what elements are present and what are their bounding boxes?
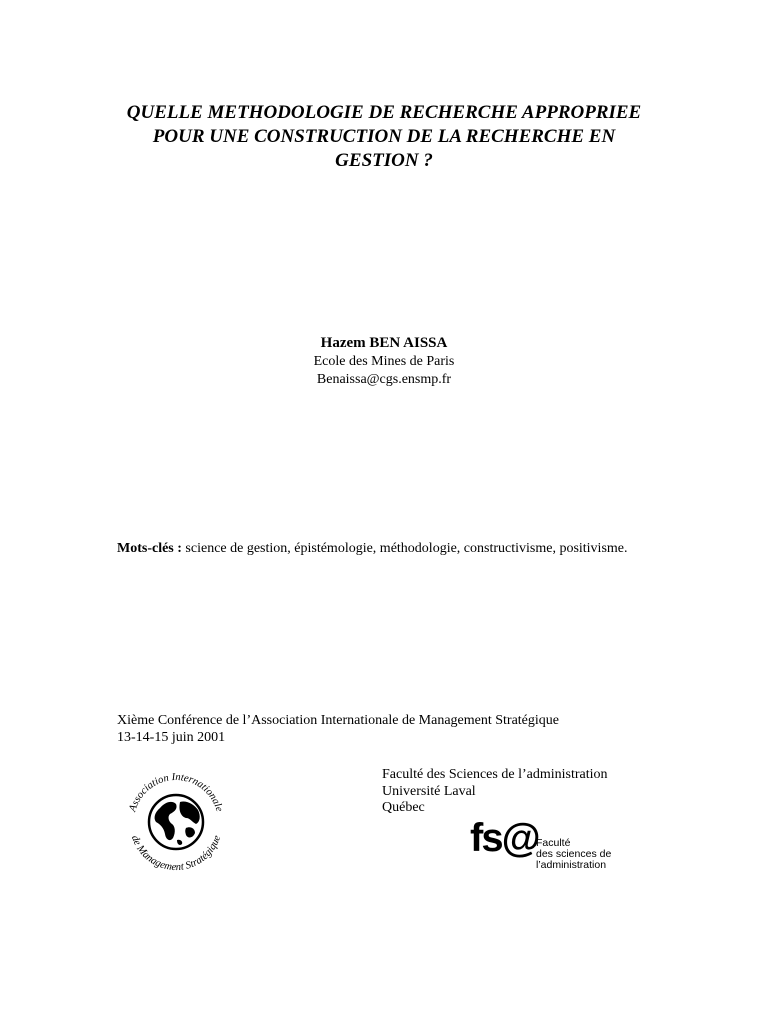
keywords-label: Mots-clés : — [117, 541, 182, 556]
host-address — [382, 767, 682, 817]
fsa-logo — [470, 815, 630, 885]
conference-info — [117, 712, 717, 746]
fsa-logo-text-line: Faculté — [536, 837, 571, 849]
title-line: POUR UNE CONSTRUCTION DE LA RECHERCHE EN — [152, 126, 616, 147]
host-university: Université Laval — [382, 783, 476, 799]
fsa-logo-text-line: des sciences de — [536, 848, 612, 860]
host-city: Québec — [382, 800, 425, 815]
document-title — [100, 101, 668, 173]
author-name: Hazem BEN AISSA — [320, 335, 448, 351]
host-faculty: Faculté des Sciences de l’administration — [382, 767, 608, 782]
globe-icon — [120, 762, 232, 880]
fsa-logo-mark: fs@ — [470, 816, 539, 860]
fsa-logo-text-line: l’administration — [536, 859, 607, 871]
keywords-text: science de gestion, épistémologie, méthodologie, constructivisme, positivisme. — [181, 541, 628, 556]
author-block — [184, 333, 584, 389]
fsa-logo-text — [536, 838, 611, 871]
author-email: Benaissa@cgs.ensmp.fr — [316, 372, 452, 387]
title-line: GESTION ? — [335, 150, 433, 171]
aims-ring-text-bottom: de Management Stratégique — [128, 834, 224, 874]
keywords — [117, 540, 717, 558]
title-line: QUELLE METHODOLOGIE DE RECHERCHE APPROPRIEE — [126, 102, 642, 123]
author-affiliation: Ecole des Mines de Paris — [313, 354, 455, 369]
aims-ring-text-top: Association Internationale — [127, 771, 225, 814]
conference-name: Xième Conférence de l’Association Internationale de Management Stratégique — [117, 713, 559, 728]
aims-logo — [120, 762, 232, 880]
conference-date: 13-14-15 juin 2001 — [117, 730, 226, 745]
